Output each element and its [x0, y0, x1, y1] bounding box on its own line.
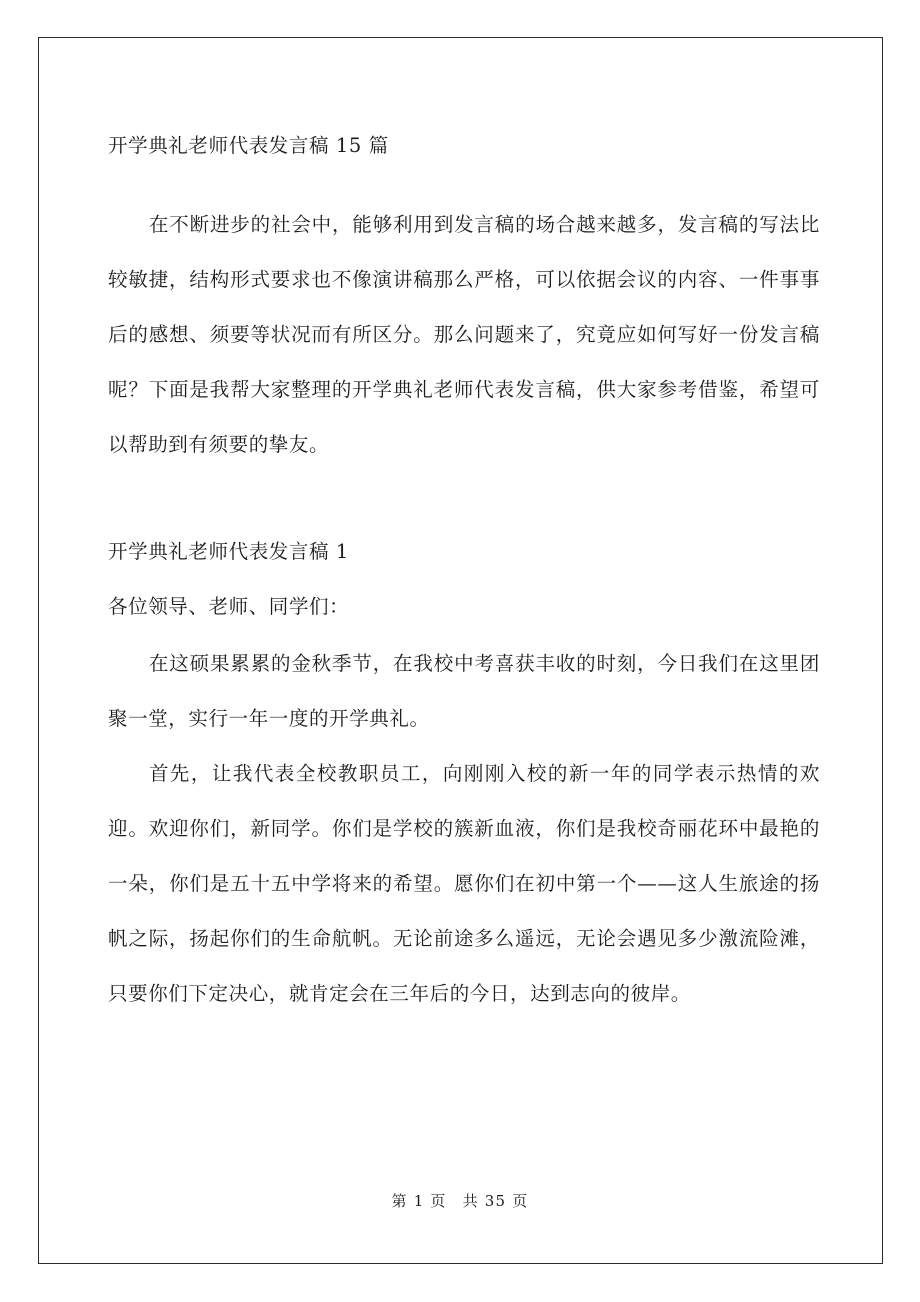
body-paragraph-1: 在这硕果累累的金秋季节，在我校中考喜获丰收的时刻，今日我们在这里团聚一堂，实行一年一度的开学典礼。 — [108, 652, 820, 730]
page-footer — [0, 1190, 920, 1211]
footer-current-page: 第 1 页 — [391, 1192, 447, 1210]
body-paragraph-2: 首先，让我代表全校教职员工，向刚刚入校的新一年的同学表示热情的欢迎。欢迎你们，新同学。你们是学校的簇新血液，你们是我校奇丽花环中最艳的一朵，你们是五十五中学将来的希望。愿你们在初中第一个——这人生旅途的扬帆之际，扬起你们的生命航帆。无论前途多么遥远，无论会遇见多少激流险滩，只要你们下定决心，就肯定会在三年后的今日，达到志向的彼岸。 — [108, 762, 820, 1005]
document-title: 开学典礼老师代表发言稿 15 篇 — [108, 134, 389, 157]
spacer-before-section-heading — [108, 472, 820, 524]
section-heading: 开学典礼老师代表发言稿 1 — [108, 540, 349, 563]
salutation-line: 各位领导、老师、同学们： — [108, 595, 350, 618]
document-content — [108, 118, 820, 1021]
spacer-after-title — [108, 173, 820, 197]
intro-paragraph: 在不断进步的社会中，能够利用到发言稿的场合越来越多，发言稿的写法比较敏捷，结构形式要求也不像演讲稿那么严格，可以依据会议的内容、一件事事后的感想、须要等状况而有所区分。那么问题来了，究竟应如何写好一份发言稿呢？下面是我帮大家整理的开学典礼老师代表发言稿，供大家参考借鉴，希望可以帮助到有须要的挚友。 — [108, 213, 820, 456]
footer-total-pages: 共 35 页 — [462, 1192, 529, 1210]
